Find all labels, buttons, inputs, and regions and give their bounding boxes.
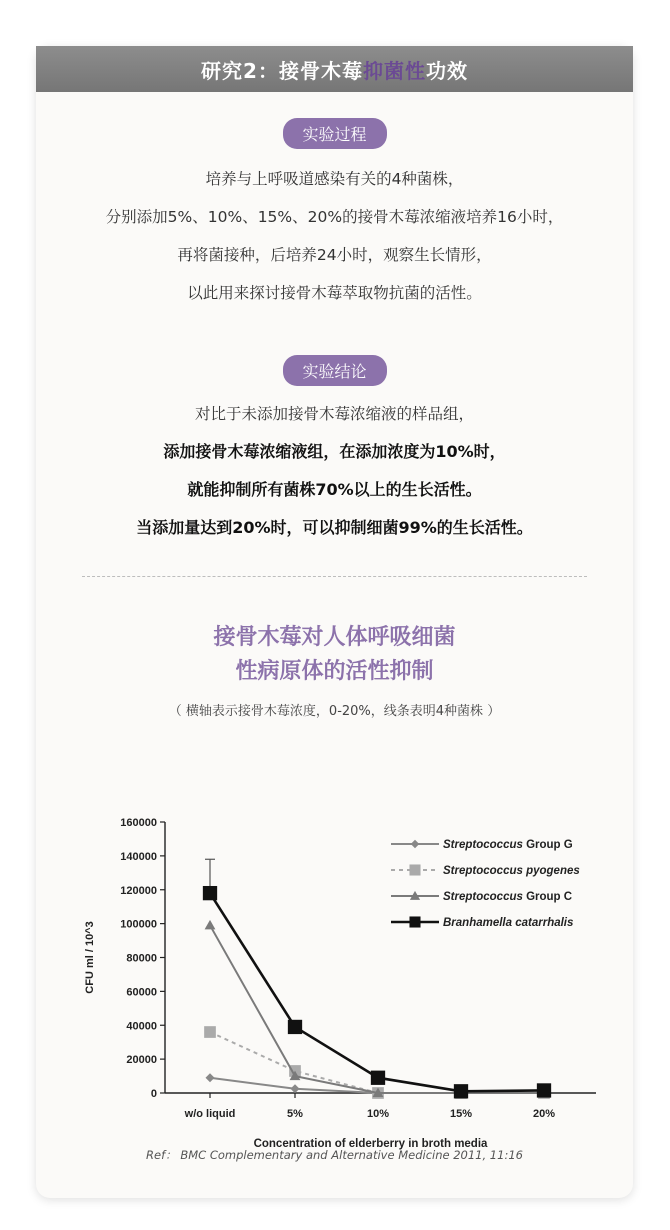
y-tick-label: 100000 xyxy=(120,918,157,931)
chart xyxy=(36,746,633,1150)
conclusion-line: 对比于未添加接骨木莓浓缩液的样品组， xyxy=(194,405,474,423)
process-badge: 实验过程 xyxy=(282,118,386,149)
x-tick-label: 5% xyxy=(287,1108,303,1120)
process-line: 分别添加5%、10%、15%、20%的接骨木莓浓缩液培养16小时， xyxy=(105,208,564,226)
dashed-divider xyxy=(82,576,587,577)
conclusion-badge: 实验结论 xyxy=(282,355,386,386)
legend-swatch-marker xyxy=(409,864,420,875)
series-line xyxy=(210,925,544,1093)
x-tick-label: 20% xyxy=(532,1108,556,1120)
legend-label-italic: Streptococcus xyxy=(443,839,523,851)
data-point xyxy=(206,1073,215,1082)
reference-note: Ref： BMC Complementary and Alternative Medicine 2011, 11:16 xyxy=(146,1148,523,1162)
data-point xyxy=(205,920,216,929)
x-tick-label: w/o liquid xyxy=(184,1108,236,1120)
y-tick-label: 20000 xyxy=(126,1054,157,1067)
legend-label-italic: Streptococcus xyxy=(443,891,523,903)
x-axis-title: Concentration of elderberry in broth media xyxy=(253,1138,488,1150)
study-header xyxy=(36,46,633,92)
legend-label xyxy=(443,917,573,929)
y-tick-label: 140000 xyxy=(120,850,157,863)
chart-title-line: 性病原体的活性抑制 xyxy=(235,659,434,684)
legend-label xyxy=(443,839,573,851)
legend-label-rest: Group C xyxy=(522,891,573,903)
legend-label-rest: Group G xyxy=(522,839,573,851)
conclusion-line: 就能抑制所有菌株70%以上的生长活性。 xyxy=(187,480,482,499)
legend-swatch-marker xyxy=(409,916,420,927)
y-axis-title: CFU ml / 10^3 xyxy=(84,921,96,994)
data-point xyxy=(291,1084,300,1093)
data-point xyxy=(537,1083,551,1097)
legend-label-italic: Branhamella catarrhalis xyxy=(443,917,574,929)
process-line: 再将菌接种，后培养24小时，观察生长情形， xyxy=(177,246,492,264)
data-point xyxy=(203,886,217,900)
legend-label xyxy=(443,865,580,877)
conclusion-line: 添加接骨木莓浓缩液组，在添加浓度为10%时， xyxy=(163,442,506,461)
y-tick-label: 80000 xyxy=(126,952,157,965)
legend-label xyxy=(443,891,572,903)
process-line: 以此用来探讨接骨木莓萃取物抗菌的活性。 xyxy=(187,284,482,302)
process-text xyxy=(36,160,633,312)
conclusion-text xyxy=(36,395,633,547)
chart-title-line: 接骨木莓对人体呼吸细菌 xyxy=(213,625,456,650)
chart-title xyxy=(36,621,633,689)
data-point xyxy=(204,1026,216,1038)
x-tick-label: 15% xyxy=(449,1108,473,1120)
header-title-pre: 研究2：接骨木莓 xyxy=(201,58,363,83)
data-point xyxy=(288,1020,302,1034)
y-tick-label: 0 xyxy=(150,1088,157,1100)
x-tick-label: 10% xyxy=(366,1108,390,1120)
header-title-post: 功效 xyxy=(425,58,468,83)
legend-label-italic: Streptococcus pyogenes xyxy=(443,865,580,877)
data-point xyxy=(371,1071,385,1085)
study-card xyxy=(36,46,633,1198)
header-title-highlight: 抑菌性 xyxy=(362,58,426,83)
y-tick-label: 60000 xyxy=(126,986,157,999)
chart-subtitle: （ 横轴表示接骨木莓浓度，0-20%，线条表明4种菌株 ） xyxy=(168,704,501,719)
y-tick-label: 40000 xyxy=(126,1020,157,1033)
data-point xyxy=(454,1084,468,1098)
y-tick-label: 120000 xyxy=(120,884,157,897)
legend-swatch-marker xyxy=(411,840,420,849)
conclusion-line: 当添加量达到20%时，可以抑制细菌99%的生长活性。 xyxy=(136,518,533,537)
process-line: 培养与上呼吸道感染有关的4种菌株， xyxy=(205,170,464,188)
y-tick-label: 160000 xyxy=(120,817,157,829)
